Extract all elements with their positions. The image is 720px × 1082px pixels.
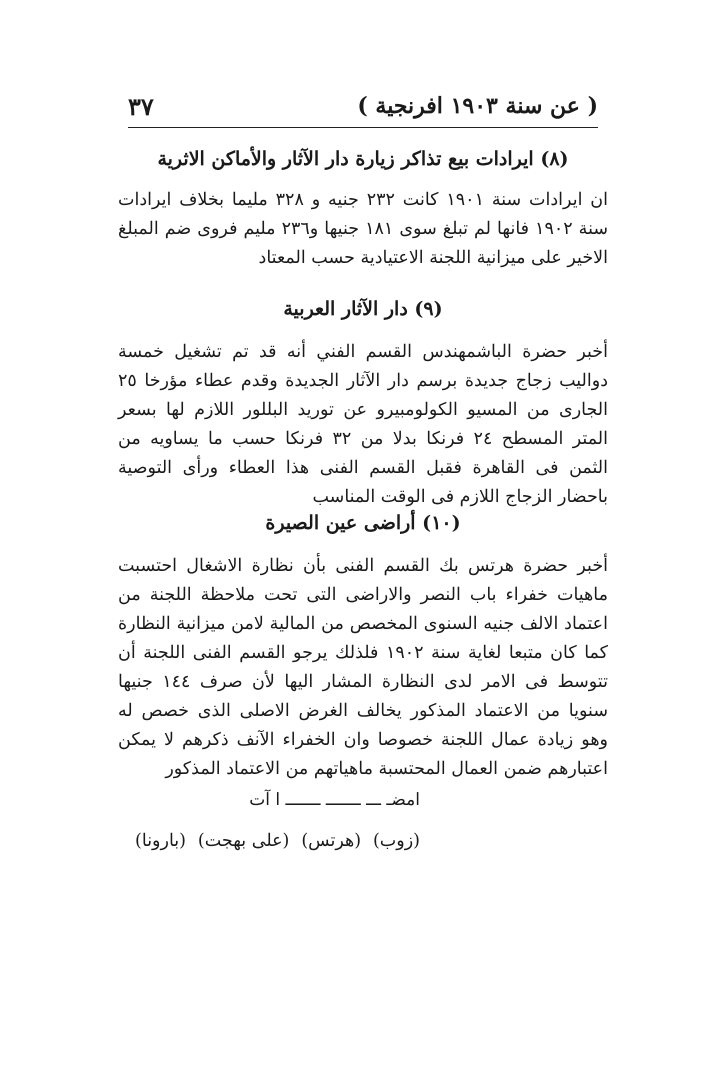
page-header (128, 88, 598, 124)
section-paragraph-9: أخبر حضرة الباشمهندس القسم الفني أنه قد تم تشغيل خمسة دواليب زجاج جديدة برسم دار الآثار الجديدة وقدم عطاء مؤرخا ٢٥ الجارى من المسيو الكولومبيرو عن توريد البللور اللازم لها بسعر المتر المسطح ٢٤ فرنكا بدلا من ٣٢ فرنكا حسب ما يساويه من الثمن فى القاهرة فقبل القسم الفنى هذا العطاء ورأى التوصية باحضار الزجاج اللازم فى الوقت المناسب (118, 342, 609, 507)
signatory-names (135, 826, 420, 856)
signatory-name: (زوب) (372, 831, 420, 851)
header-rule (128, 127, 598, 128)
signatory-name: (بارونا) (135, 831, 186, 851)
section-heading-10: (١٠) أراضى عين الصيرة (265, 512, 461, 534)
page-number: ٣٧ (128, 91, 154, 121)
section-paragraph-10: أخبر حضرة هرتس بك القسم الفنى بأن نظارة الاشغال احتسبت ماهيات خفراء باب النصر والاراضى التى تحت ملاحظة اللجنة من اعتماد الالف جنيه السنوى المخصص من المالية لامن ميزانية النظارة كما كان متبعا لغاية سنة ١٩٠٢ فلذلك يرجو القسم الفنى اللجنة أن تتوسط فى الامر لدى النظارة المشار اليها لأن صرف ١٤٤ جنيها سنويا من الاعتماد المذكور يخالف الغرض الاصلى الذى خصص له وهو زيادة عمال اللجنة خصوصا وان الخفراء الآنف ذكرهم لا يمكن اعتبارهم ضمن العمال المحتسبة ماهياتهم من الاعتماد المذكور (118, 556, 609, 779)
signature-label: امضـ ـــ ـــــــ ـــــــ ا آت (249, 790, 420, 810)
section-paragraph-8: ان ايرادات سنة ١٩٠١ كانت ٢٣٢ جنيه و ٣٢٨ مليما بخلاف ايرادات سنة ١٩٠٢ فانها لم تبلغ سوى ١٨١ جنيها و٢٣٦ مليم فروى ضم المبلغ الاخير على ميزانية اللجنة الاعتيادية حسب المعتاد (118, 190, 609, 268)
section-heading-9: (٩) دار الآثار العربية (283, 298, 443, 320)
header-title: ( عن سنة ١٩٠٣ افرنجية ) (357, 93, 598, 119)
signatory-name: (على بهجت) (197, 831, 290, 851)
section-heading-8: (٨) ايرادات بيع تذاكر زيارة دار الآثار والأماكن الاثرية (157, 148, 569, 170)
signatory-name: (هرتس) (301, 831, 362, 851)
